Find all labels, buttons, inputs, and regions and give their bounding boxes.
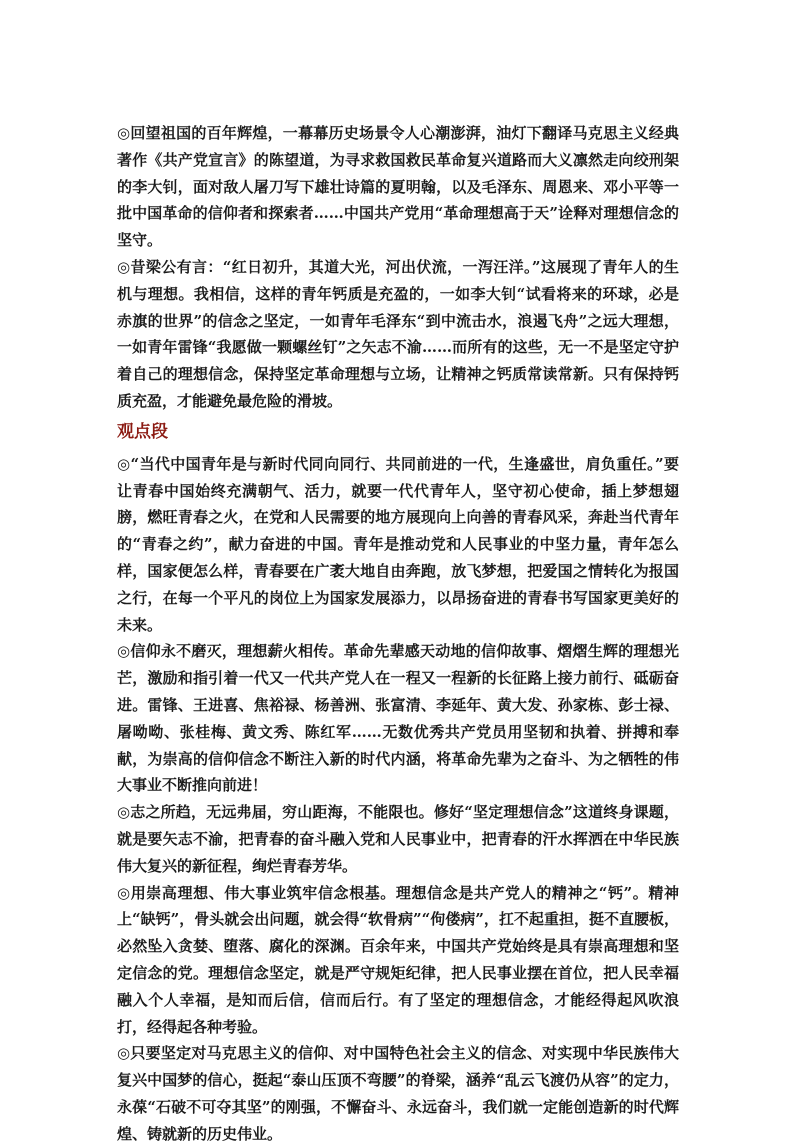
paragraph-ideals-foundation: ◎用崇高理想、伟大事业筑牢信念根基。理想信念是共产党人的精神之“钙”。精神上“缺钙”，骨头就会出问题，就会得“软骨病”“佝偻病”，扛不起重担，挺不直腰板，必然坠入贪婪、堕落、腐化的深渊。百余年来，中国共产党始终是具有崇高理想和坚定信念的党。理想信念坚定，就是严守规矩纪律，把人民事业摆在首位，把人民幸福融入个人幸福，是知而后信，信而后行。有了坚定的理想信念，才能经得起风吹浪打，经得起各种考验。 [117, 883, 679, 1036]
paragraph-contemporary-youth: ◎“当代中国青年是与新时代同向同行、共同前进的一代，生逢盛世，肩负重任。”要让青春中国始终充满朝气、活力，就要一代代青年人，坚守初心使命，插上梦想翅膀，燃旺青春之火，在党和人民需要的地方展现向上向善的青春风采，奔赴当代青年的“青春之约”，献力奋进的中国。青年是推动党和人民事业的中坚力量，青年怎么样，国家便怎么样，青春要在广袤大地自由奔跑，放飞梦想，把爱国之情转化为报国之行，在每一个平凡的岗位上为国家发展添力，以昂扬奋进的青春书写国家更美好的未来。 [117, 454, 679, 634]
paragraph-youth-calcium: ◎昔梁公有言：“红日初升，其道大光，河出伏流，一泻汪洋。”这展现了青年人的生机与理想。我相信，这样的青年钙质是充盈的，一如李大钊“试看将来的环球，必是赤旗的世界”的信念之坚定，一如青年毛泽东“到中流击水，浪遏飞舟”之远大理想，一如青年雷锋“我愿做一颗螺丝钉”之矢志不渝……而所有的这些，无一不是坚定守护着自己的理想信念，保持坚定革命理想与立场，让精神之钙质常读常新。只有保持钙质充盈，才能避免最危险的滑坡。 [117, 257, 679, 410]
paragraph-firm-belief: ◎只要坚定对马克思主义的信仰、对中国特色社会主义的信念、对实现中华民族伟大复兴中国梦的信心，挺起“泰山压顶不弯腰”的脊梁，涵养“乱云飞渡仍从容”的定力，永葆“石破不可夺其坚”的刚强，不懈奋斗、永远奋斗，我们就一定能创造新的时代辉煌、铸就新的历史伟业。 [117, 1044, 679, 1143]
document-page [117, 120, 679, 1147]
paragraph-reflection-history: ◎回望祖国的百年辉煌，一幕幕历史场景令人心潮澎湃，油灯下翻译马克思主义经典著作《共产党宣言》的陈望道，为寻求救国救民革命复兴道路而大义凛然走向绞刑架的李大钊，面对敌人屠刀写下雄壮诗篇的夏明翰，以及毛泽东、周恩来、邓小平等一批中国革命的信仰者和探索者……中国共产党用“革命理想高于天”诠释对理想信念的坚守。 [117, 124, 679, 250]
paragraph-faith-eternal: ◎信仰永不磨灭，理想薪火相传。革命先辈感天动地的信仰故事、熠熠生辉的理想光芒，激励和指引着一代又一代共产党人在一程又一程新的长征路上接力前行、砥砺奋进。雷锋、王进喜、焦裕禄、杨善洲、张富清、李延年、黄大发、孙家栋、彭士禄、屠呦呦、张桂梅、黄文秀、陈红军……无数优秀共产党员用坚韧和执着、拼搏和奉献，为崇高的信仰信念不断注入新的时代内涵，将革命先辈为之奋斗、为之牺牲的伟大事业不断推向前进！ [117, 642, 679, 795]
section-heading: 观点段 [117, 421, 168, 442]
paragraph-aspiration: ◎志之所趋，无远弗届，穷山距海，不能限也。修好“坚定理想信念”这道终身课题，就是要矢志不渝，把青春的奋斗融入党和人民事业中，把青春的汗水挥洒在中华民族伟大复兴的新征程，绚烂青春芳华。 [117, 803, 679, 875]
